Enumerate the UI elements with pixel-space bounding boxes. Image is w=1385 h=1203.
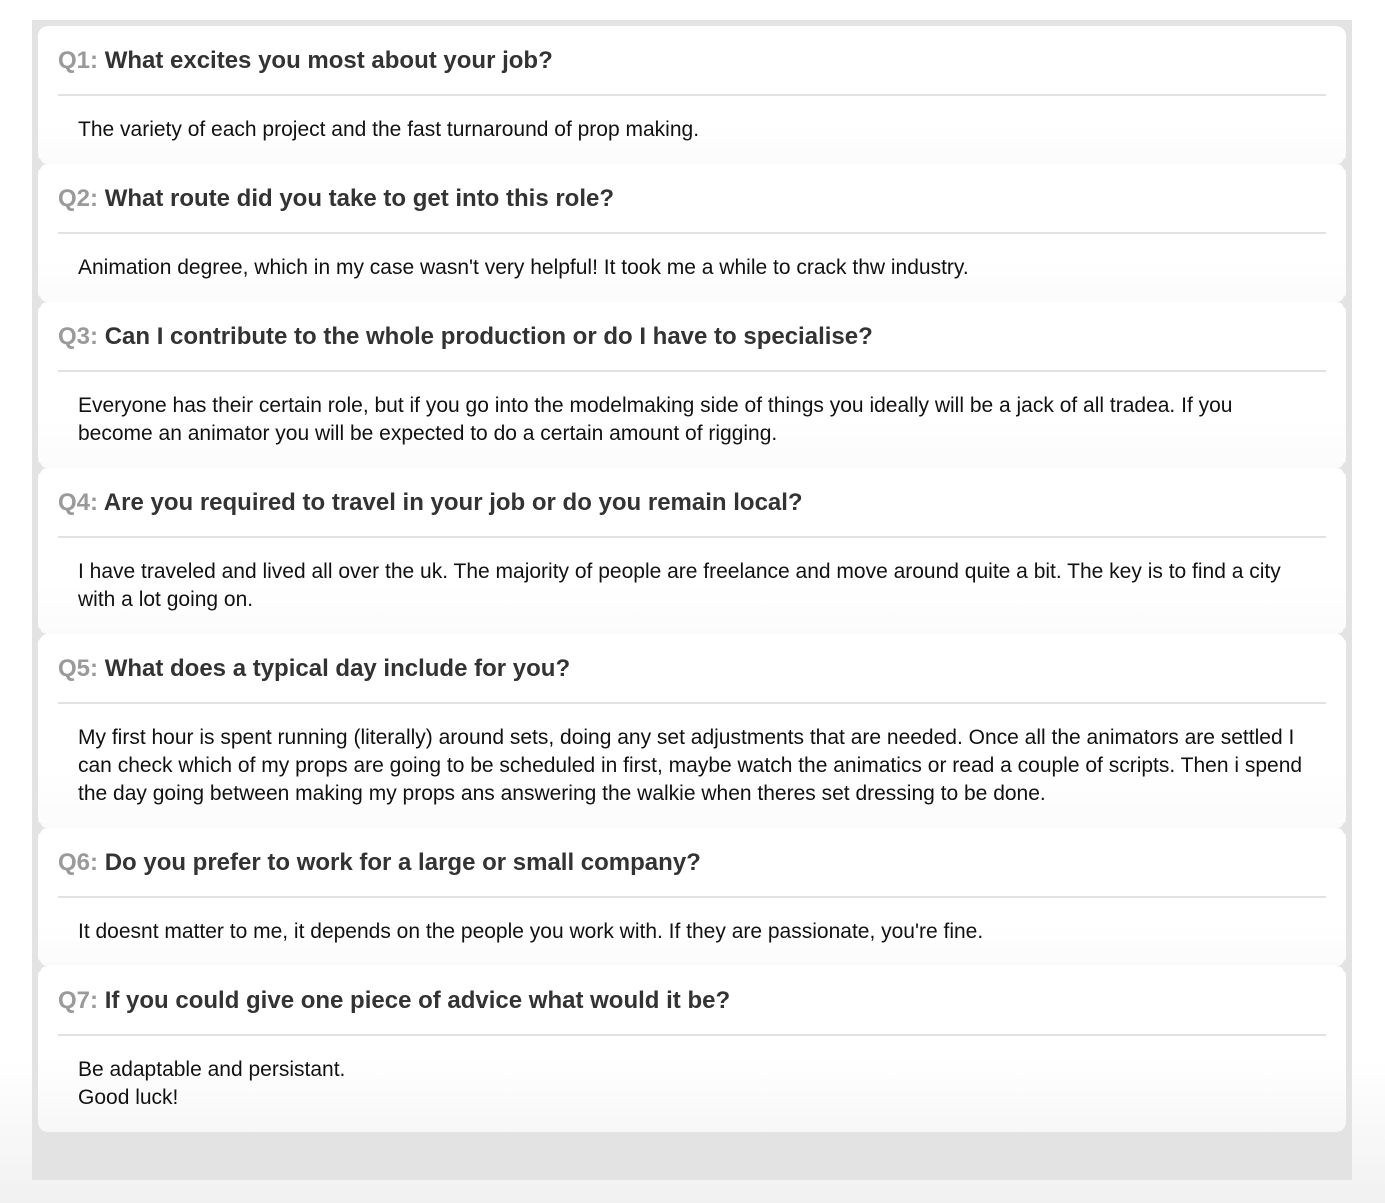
answer-text xyxy=(58,704,1326,828)
qa-item-7 xyxy=(38,966,1346,1132)
answer-line: Good luck! xyxy=(78,1086,179,1109)
question-number: Q6: xyxy=(58,849,99,876)
qa-item-2 xyxy=(38,164,1346,302)
question-number: Q1: xyxy=(58,47,99,74)
qa-item-6 xyxy=(38,828,1346,966)
answer-text xyxy=(58,1036,1326,1132)
answer-text xyxy=(58,898,1326,966)
question-heading xyxy=(58,966,1326,1036)
qa-frame xyxy=(32,20,1352,1180)
answer-line: The variety of each project and the fast turnaround of prop making. xyxy=(78,118,700,141)
question-heading xyxy=(58,634,1326,704)
answer-line: It doesnt matter to me, it depends on the people you work with. If they are passionate, you're fine. xyxy=(78,920,984,943)
question-number: Q4: xyxy=(58,489,99,516)
answer-line: My first hour is spent running (literally) around sets, doing any set adjustments that are needed. Once all the animators are settled I can check which of my props are going to be scheduled in first, maybe watch the animatics or read a couple of scripts. Then i spend the day going between making my props ans answering the walkie when theres set dressing to be done. xyxy=(78,726,1303,805)
answer-line: Animation degree, which in my case wasn't very helpful! It took me a while to crack thw industry. xyxy=(78,256,969,279)
qa-item-3 xyxy=(38,302,1346,468)
question-heading xyxy=(58,302,1326,372)
qa-list xyxy=(38,26,1346,1132)
answer-line: Be adaptable and persistant. xyxy=(78,1058,346,1081)
question-number: Q2: xyxy=(58,185,99,212)
question-text: Do you prefer to work for a large or small company? xyxy=(104,849,701,876)
question-heading xyxy=(58,164,1326,234)
answer-text xyxy=(58,538,1326,634)
question-heading xyxy=(58,828,1326,898)
question-text: Are you required to travel in your job or do you remain local? xyxy=(103,489,803,516)
question-heading xyxy=(58,26,1326,96)
qa-item-5 xyxy=(38,634,1346,828)
question-number: Q5: xyxy=(58,655,99,682)
question-number: Q3: xyxy=(58,323,99,350)
question-text: What does a typical day include for you? xyxy=(104,655,571,682)
qa-item-4 xyxy=(38,468,1346,634)
answer-line: Everyone has their certain role, but if you go into the modelmaking side of things you ideally will be a jack of all tradea. If you become an animator you will be expected to do a certain amount of rigging. xyxy=(78,394,1233,445)
qa-item-1 xyxy=(38,26,1346,164)
question-number: Q7: xyxy=(58,987,99,1014)
question-text: If you could give one piece of advice what would it be? xyxy=(104,987,731,1014)
answer-text xyxy=(58,234,1326,302)
answer-line: I have traveled and lived all over the uk. The majority of people are freelance and move around quite a bit. The key is to find a city with a lot going on. xyxy=(78,560,1281,611)
question-heading xyxy=(58,468,1326,538)
question-text: What route did you take to get into this role? xyxy=(104,185,615,212)
answer-text xyxy=(58,96,1326,164)
question-text: Can I contribute to the whole production or do I have to specialise? xyxy=(104,323,873,350)
answer-text xyxy=(58,372,1326,468)
question-text: What excites you most about your job? xyxy=(104,47,553,74)
